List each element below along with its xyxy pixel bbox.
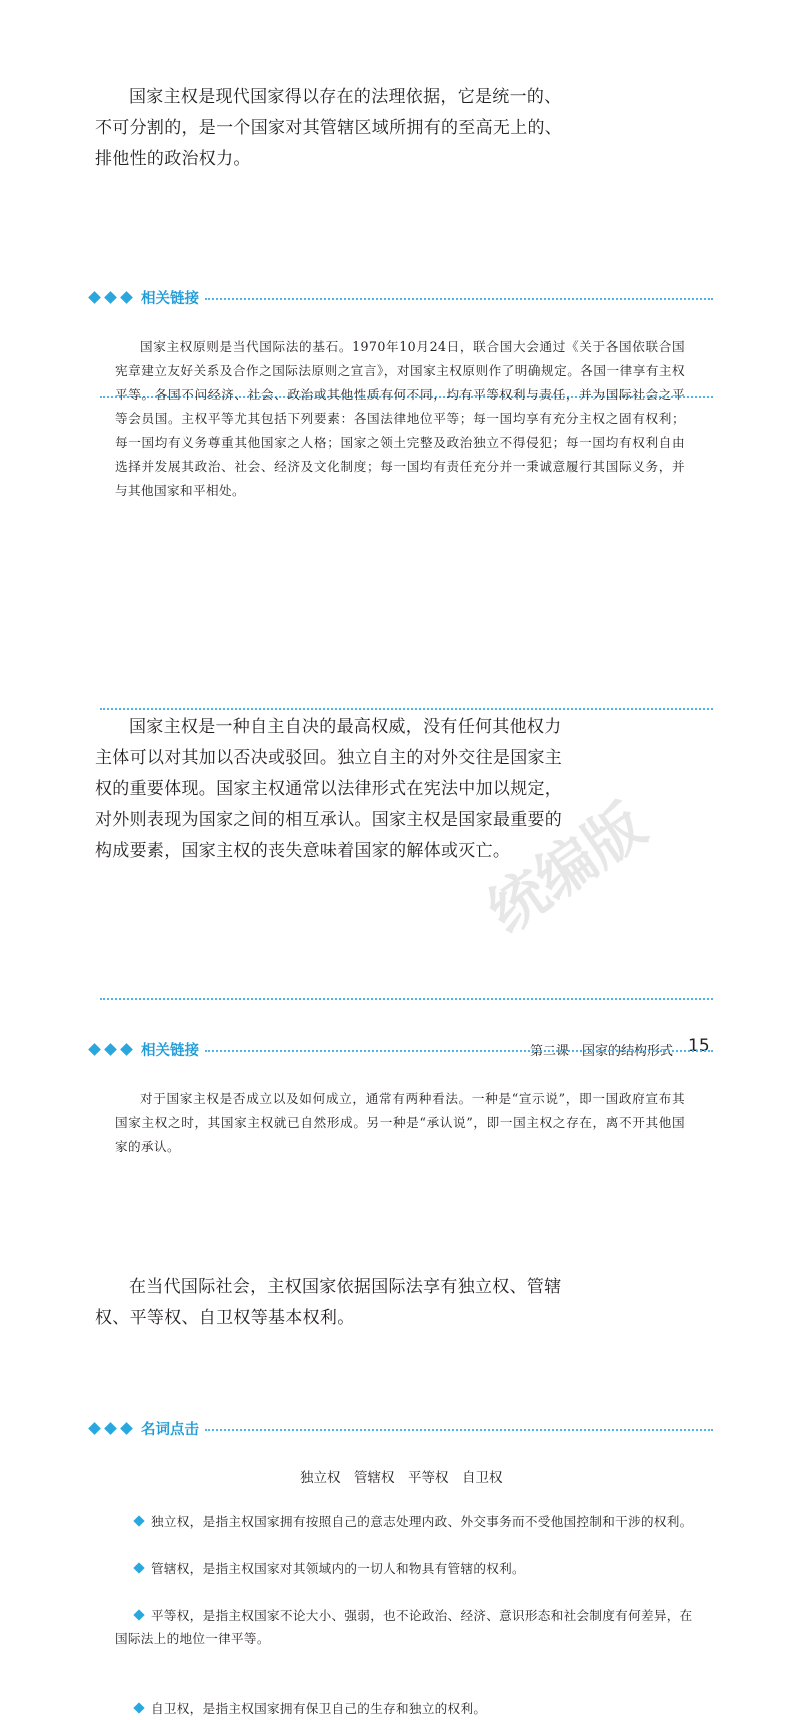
paragraph-supreme-authority: 国家主权是一种自主自决的最高权威，没有任何其他权力主体可以对其加以否决或驳回。独立自主的对外交往是国家主权的重要体现。国家主权通常以法律形式在宪法中加以规定，对外则表现为国家之间的相互承认。国家主权是国家最重要的构成要素，国家主权的丧失意味着国家的解体或灭亡。 (95, 717, 563, 861)
glossary-terms: 独立权 管辖权 平等权 自卫权 (300, 1470, 503, 1486)
dotted-divider (205, 1429, 713, 1431)
diamond-icons (88, 1045, 133, 1054)
related-link-text-2: 对于国家主权是否成立以及如何成立，通常有两种看法。一种是“宣示说”，即一国政府宣布其国家主权之时，其国家主权就已自然形成。另一种是“承认说”，即一国主权之存在，离不开其他国家的承认。 (115, 1091, 685, 1154)
related-link-title-1: 相关链接 (141, 290, 199, 307)
paragraph-basic-rights: 在当代国际社会，主权国家依据国际法享有独立权、管辖权、平等权、自卫权等基本权利。 (95, 1277, 562, 1328)
glossary-header (88, 1417, 713, 1439)
diamond-bullet-icon (133, 1562, 144, 1573)
diamond-icons (88, 1424, 133, 1433)
glossary-definition: 管辖权，是指主权国家对其领域内的一切人和物具有管辖的权利。 (115, 1557, 705, 1580)
glossary-definition: 自卫权，是指主权国家拥有保卫自己的生存和独立的权利。 (115, 1697, 705, 1720)
dotted-divider (205, 1050, 713, 1052)
glossary-definition: 平等权，是指主权国家不论大小、强弱，也不论政治、经济、意识形态和社会制度有何差异，在国际法上的地位一律平等。 (115, 1608, 693, 1646)
diamond-bullet-icon (133, 1609, 144, 1620)
related-link-header-1 (88, 286, 713, 308)
glossary-definition: 独立权，是指主权国家拥有按照自己的意志处理内政、外交事务而不受他国控制和干涉的权利。 (115, 1510, 705, 1533)
related-link-header-2 (88, 1038, 713, 1060)
footer-lesson-title: 第二课 国家的结构形式 (530, 1044, 674, 1059)
watermark: 统编版 (475, 790, 658, 947)
diamond-bullet-icon (133, 1515, 144, 1526)
page-number: 15 (688, 1036, 710, 1056)
related-link-text-1: 国家主权原则是当代国际法的基石。1970年10月24日，联合国大会通过《关于各国依联合国宪章建立友好关系及合作之国际法原则之宣言》，对国家主权原则作了明确规定。各国一律享有主权平等。各国不问经济、社会、政治或其他性质有何不同，均有平等权利与责任，并为国际社会之平等会员国。主权平等尤其包括下列要素：各国法律地位平等；每一国均享有充分主权之固有权利；每一国均有义务尊重其他国家之人格；国家之领土完整及政治独立不得侵犯；每一国均有权利自由选择并发展其政治、社会、经济及文化制度；每一国均有责任充分并一秉诚意履行其国际义务，并与其他国家和平相处。 (115, 339, 685, 498)
glossary-title: 名词点击 (141, 1421, 199, 1438)
diamond-bullet-icon (133, 1702, 144, 1713)
dotted-divider (205, 298, 713, 300)
paragraph-sovereignty-definition: 国家主权是现代国家得以存在的法理依据，它是统一的、不可分割的，是一个国家对其管辖区域所拥有的至高无上的、排他性的政治权力。 (95, 87, 563, 169)
diamond-icons (88, 293, 133, 302)
box-bottom-rule-3 (100, 998, 713, 1000)
box-bottom-rule-2 (100, 708, 713, 710)
related-link-title-2: 相关链接 (141, 1042, 199, 1059)
